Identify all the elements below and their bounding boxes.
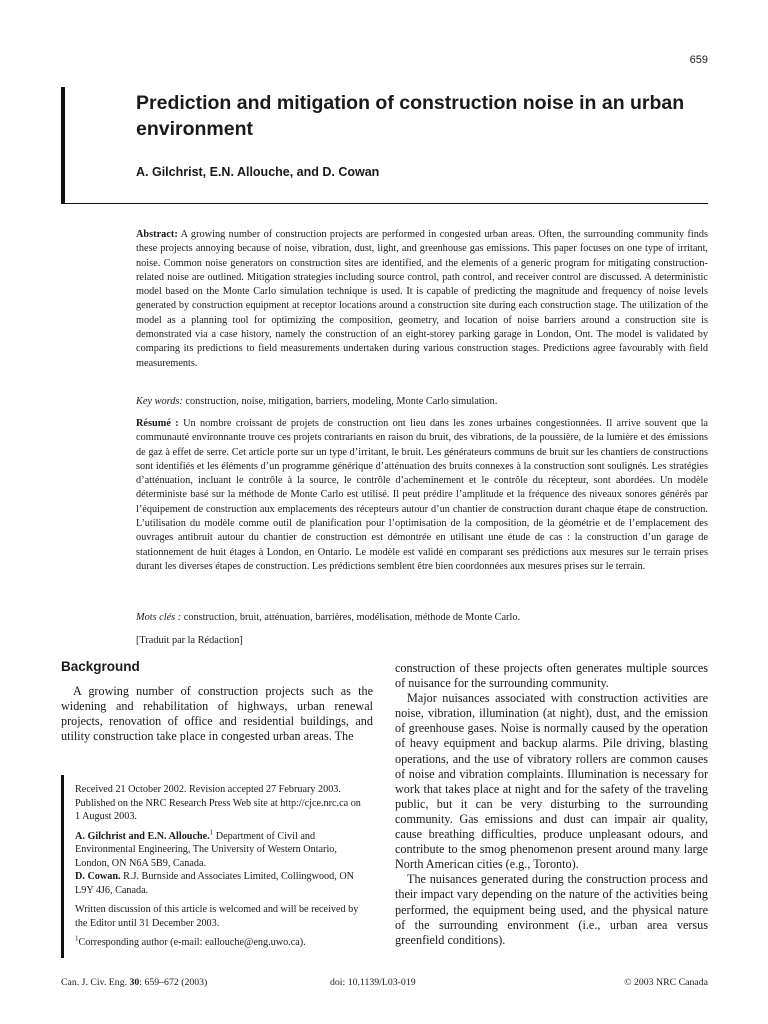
- background-paragraph-1: A growing number of construction projects such as the widening and rehabilitation of highways, urban renewal projects, renovation of office and residential buildings, and utility construction take place in congested urban areas. The: [61, 684, 373, 744]
- abstract-text: A growing number of construction projects are performed in congested urban areas. Often, the surrounding community finds these projects annoying because of noise, vibration, dust, light, and greenhouse gas emissions. This paper focuses on one type of irritant, noise. Common noise generators on construction sites are identified, and the elements of a generic program for mitigating construction-related noise are outlined. Mitigation strategies including source control, path control, and receiver control are discussed. A deterministic model based on the Monte Carlo simulation technique is used. It is capable of predicting the magnitude and frequency of noise levels generated by construction equipment at receptor locations around a construction site during each construction stage. The utilization of the model as a planning tool for optimizing the composition, geometry, and location of noise barriers around a construction site is demonstrated via a case history, namely the construction of an eight-storey parking garage in London, Ont. The model is validated by comparing its predictions to field measurements undertaken during various construction stages. Predictions agree favourably with field measurements.: [136, 229, 708, 369]
- resume: [136, 417, 708, 574]
- article-title: Prediction and mitigation of construction noise in an urban environment: [136, 92, 685, 140]
- affiliation-2-text: R.J. Burnside and Associates Limited, Collingwood, ON L9Y 4J6, Canada.: [75, 871, 355, 896]
- title-accent-bar: [61, 87, 65, 204]
- keywords-text: construction, noise, mitigation, barriers, modeling, Monte Carlo simulation.: [185, 396, 498, 407]
- abstract-label: Abstract:: [136, 229, 178, 240]
- resume-label: Résumé :: [136, 418, 179, 429]
- mots-cles-label: Mots clés :: [136, 612, 182, 623]
- abstract: [136, 228, 708, 371]
- translation-note: [Traduit par la Rédaction]: [136, 635, 243, 646]
- footer-volume: 30: [129, 977, 140, 988]
- resume-text: Un nombre croissant de projets de construction ont lieu dans les zones urbaines congestionnées. Il arrive souvent que la communauté environnante trouve ces projets contrariants en raison du bruit, des vibrations, de la poussière, de la lumière et des émissions de gaz à effet de serre. Cet article porte sur un type d’irritant, le bruit. Les générateurs communs de bruit sur les chantiers de constructions sont identifiés et les éléments d’un programme générique d’atténuation des bruits connexes à la construction sont soulignés. Les stratégies d’atténuation, incluant le contrôle à la source, le contrôle d’acheminement et le contrôle du récepteur, sont abordées. Un modèle déterministe basé sur la méthode de Monte Carlo est utilisé. Il peut prédire l’amplitude et la fréquence des niveaux sonores générés par l’équipement de construction aux emplacements des récepteurs autour d’un chantier de construction durant chaque étape de construction. L’utilisation du modèle comme outil de planification pour l’optimisation de la composition, de la géométrie et de l’emplacement des ouvrages antibruit autour du chantier de construction est démontrée en utilisant une étude de cas : la construction d’un garage de stationnement de huit étages à London, en Ontario. Le modèle est validé en comparant ses prédictions aux mesures sur le terrain prises durant les diverses étapes de construction. Les prédictions semblent être bien coordonnées aux mesures prises sur le terrain.: [136, 418, 708, 572]
- background-paragraph-3: The nuisances generated during the construction process and their impact vary depending on the nature of the activities being performed, the equipment being used, and the physical nature of the surrounding environment (i.e., urban area versus greenfield conditions).: [395, 872, 708, 947]
- corresponding-author: [75, 936, 365, 950]
- affiliation-1-text: Department of Civil and Environmental Engineering, The University of Western Ontario, London, ON N6A 5B9, Canada.: [75, 830, 337, 869]
- footnote-box: [61, 775, 366, 958]
- page-number: 659: [689, 54, 708, 66]
- footer-copyright: © 2003 NRC Canada: [624, 977, 708, 988]
- footer-doi: doi: 10.1139/L03-019: [330, 977, 416, 988]
- affiliation-1: [75, 830, 365, 871]
- right-column: [395, 661, 708, 948]
- discussion-note: Written discussion of this article is welcomed and will be received by the Editor until 31 December 2003.: [75, 904, 359, 929]
- background-paragraph-2: Major nuisances associated with construction activities are noise, vibration, illumination (at night), dust, and the emission of greenhouse gases. Noise is normally caused by the operation of heavy equipment and backup alarms. Pile driving, blasting operations, and the use of vibratory rollers are common causes of noise and vibration complaints. Illumination is necessary for work that takes place at night and for the safety of the traveling public, but it can be very disturbing to the surrounding community. Gas emissions and dust can impair air quality, cause breathing difficulties, produce unpleasant odours, and contribute to the smog phenomenon present around many large North American cities (e.g., Toronto).: [395, 691, 708, 872]
- affiliation-2: [75, 870, 365, 897]
- left-column: [61, 684, 373, 744]
- affiliation-1-names: A. Gilchrist and E.N. Allouche.: [75, 830, 210, 842]
- footnote-box-bar: [61, 775, 64, 958]
- corresponding-marker: 1: [75, 934, 79, 943]
- affiliation-1-marker: 1: [209, 828, 214, 837]
- footnote-box-content: [75, 783, 365, 950]
- author-list: A. Gilchrist, E.N. Allouche, and D. Cowan: [136, 165, 380, 179]
- keywords: [136, 395, 708, 409]
- background-heading: Background: [61, 659, 140, 674]
- footer-pages: : 659–672 (2003): [139, 977, 208, 988]
- footer-journal: Can. J. Civ. Eng.: [61, 977, 128, 988]
- mots-cles: [136, 611, 708, 625]
- received-note: Received 21 October 2002. Revision accepted 27 February 2003. Published on the NRC Research Press Web site at http://cjce.nrc.ca on 1 August 2003.: [75, 784, 361, 822]
- title-rule: [61, 203, 708, 204]
- footer-citation: [61, 977, 207, 988]
- corresponding-text: Corresponding author (e-mail: eallouche@eng.uwo.ca).: [78, 937, 306, 948]
- background-paragraph-1-cont: construction of these projects often generates multiple sources of nuisance for the surrounding community.: [395, 661, 708, 691]
- keywords-label: Key words:: [136, 396, 183, 407]
- affiliation-2-names: D. Cowan.: [75, 871, 121, 882]
- mots-cles-text: construction, bruit, atténuation, barrières, modélisation, méthode de Monte Carlo.: [183, 612, 521, 623]
